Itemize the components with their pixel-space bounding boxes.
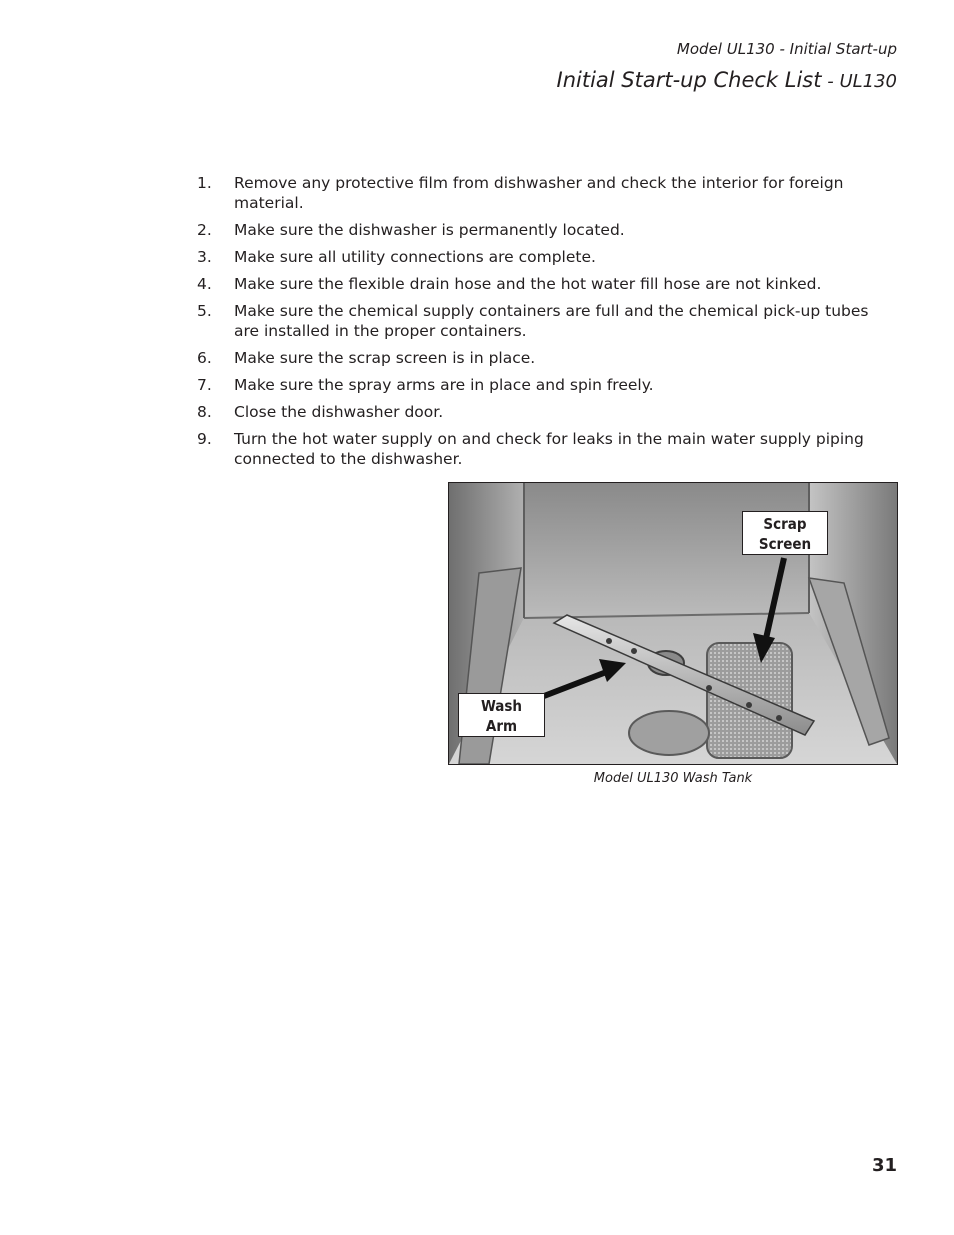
- checklist-item-number: 4.: [197, 275, 212, 293]
- checklist-item-number: 5.: [197, 302, 212, 320]
- drain-opening: [629, 711, 709, 755]
- running-head: Model UL130 - Initial Start-up: [676, 40, 897, 58]
- checklist-item: [197, 220, 897, 240]
- checklist-item: [197, 402, 897, 422]
- startup-checklist: [197, 173, 897, 476]
- checklist-item: [197, 301, 897, 341]
- scrap-screen-callout: [742, 511, 828, 555]
- checklist-item: [197, 375, 897, 395]
- checklist-item: [197, 429, 897, 469]
- page-title-text: Initial Start-up Check List: [556, 68, 822, 92]
- wash-arm-callout: [458, 693, 545, 737]
- checklist-item-text: Make sure the flexible drain hose and the hot water fill hose are not kinked.: [234, 275, 822, 293]
- scrap-screen-callout-line2: Screen: [758, 535, 812, 553]
- checklist-item: [197, 274, 897, 294]
- checklist-item: [197, 247, 897, 267]
- wash-tank-figure: [448, 482, 898, 765]
- checklist-item-text: Turn the hot water supply on and check for leaks in the main water supply piping connected to the dishwasher.: [234, 430, 864, 468]
- checklist-item-text: Make sure the scrap screen is in place.: [234, 349, 536, 367]
- checklist-item-number: 6.: [197, 349, 212, 367]
- checklist-item-text: Remove any protective film from dishwasher and check the interior for foreign material.: [234, 174, 844, 212]
- checklist-item-text: Make sure the spray arms are in place and spin freely.: [234, 376, 654, 394]
- page-title-separator: -: [821, 71, 840, 92]
- checklist-item-number: 2.: [197, 221, 212, 239]
- checklist-item-text: Make sure the dishwasher is permanently located.: [234, 221, 625, 239]
- checklist-item: [197, 173, 897, 213]
- checklist-item-number: 8.: [197, 403, 212, 421]
- checklist-item-number: 7.: [197, 376, 212, 394]
- checklist-item: [197, 348, 897, 368]
- page-title-model: UL130: [839, 71, 897, 92]
- checklist-item-text: Make sure all utility connections are complete.: [234, 248, 596, 266]
- wash-arm-callout-line2: Arm: [485, 717, 518, 735]
- page-title: [557, 68, 897, 92]
- checklist-item-number: 9.: [197, 430, 212, 448]
- page-number: 31: [871, 1155, 897, 1176]
- figure-caption: Model UL130 Wash Tank: [593, 771, 753, 786]
- wash-arm-callout-line1: Wash: [480, 697, 523, 715]
- scrap-screen-callout-line1: Scrap: [763, 515, 807, 533]
- checklist-item-number: 1.: [197, 174, 212, 192]
- checklist-item-text: Close the dishwasher door.: [234, 403, 444, 421]
- checklist-item-number: 3.: [197, 248, 212, 266]
- checklist-item-text: Make sure the chemical supply containers are full and the chemical pick-up tubes are installed in the proper containers.: [234, 302, 869, 340]
